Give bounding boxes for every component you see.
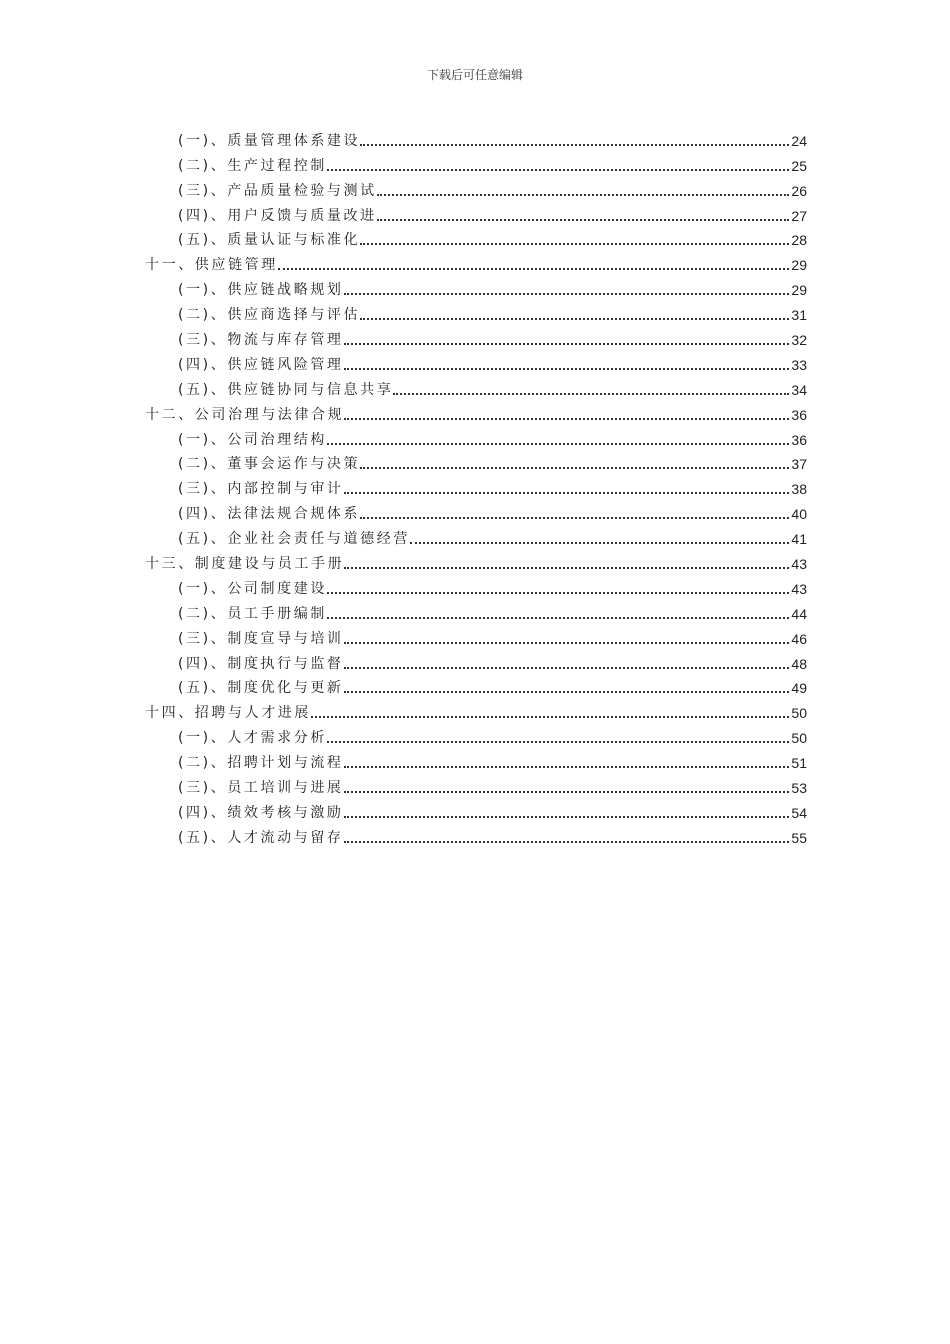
toc-entry-label: (三)、产品质量检验与测试 — [178, 182, 377, 199]
toc-entry-label: (三)、物流与库存管理 — [178, 332, 344, 349]
toc-entry[interactable] — [145, 424, 807, 449]
toc-dot-leader — [311, 716, 789, 718]
toc-entry[interactable] — [145, 772, 807, 797]
toc-entry[interactable] — [145, 349, 807, 374]
toc-entry[interactable] — [145, 498, 807, 523]
toc-dot-leader — [360, 467, 789, 469]
toc-dot-leader — [327, 592, 789, 594]
toc-page-number: 49 — [791, 680, 807, 697]
toc-entry[interactable] — [145, 648, 807, 673]
toc-chapter-entry[interactable] — [145, 249, 807, 274]
toc-page-number: 41 — [791, 531, 807, 548]
toc-page-number: 40 — [791, 506, 807, 523]
toc-entry[interactable] — [145, 797, 807, 822]
toc-entry-label: (三)、制度宣导与培训 — [178, 630, 344, 647]
toc-entry-label: (五)、人才流动与留存 — [178, 829, 344, 846]
toc-dot-leader — [344, 766, 790, 768]
toc-entry-label: (五)、供应链协同与信息共享 — [178, 381, 394, 398]
toc-page-number: 51 — [791, 755, 807, 772]
toc-entry[interactable] — [145, 722, 807, 747]
toc-entry-label: (五)、企业社会责任与道德经营 — [178, 531, 410, 548]
toc-entry-label: (一)、供应链战略规划 — [178, 282, 344, 299]
toc-entry-label: 十一、供应链管理 — [145, 257, 278, 274]
toc-entry-label: (一)、公司治理结构 — [178, 431, 327, 448]
toc-entry[interactable] — [145, 200, 807, 225]
toc-entry-label: (一)、公司制度建设 — [178, 580, 327, 597]
toc-dot-leader — [344, 567, 789, 569]
toc-entry-label: (二)、供应商选择与评估 — [178, 307, 361, 324]
toc-entry-label: (四)、供应链风险管理 — [178, 356, 344, 373]
toc-dot-leader — [360, 318, 789, 320]
toc-dot-leader — [344, 343, 790, 345]
toc-entry[interactable] — [145, 523, 807, 548]
toc-entry[interactable] — [145, 274, 807, 299]
toc-entry[interactable] — [145, 822, 807, 847]
toc-dot-leader — [377, 194, 790, 196]
toc-entry[interactable] — [145, 573, 807, 598]
toc-entry[interactable] — [145, 175, 807, 200]
toc-entry[interactable] — [145, 324, 807, 349]
toc-page-number: 34 — [791, 381, 807, 398]
toc-page-number: 36 — [791, 431, 807, 448]
toc-entry[interactable] — [145, 673, 807, 698]
toc-page-number: 53 — [791, 780, 807, 797]
toc-entry-label: (二)、董事会运作与决策 — [178, 456, 361, 473]
toc-dot-leader — [344, 791, 790, 793]
toc-page-number: 50 — [791, 730, 807, 747]
toc-dot-leader — [360, 243, 789, 245]
toc-page-number: 27 — [791, 207, 807, 224]
toc-page-number: 26 — [791, 182, 807, 199]
toc-dot-leader — [327, 617, 789, 619]
toc-entry[interactable] — [145, 623, 807, 648]
toc-page-number: 44 — [791, 605, 807, 622]
toc-page-number: 38 — [791, 481, 807, 498]
toc-page-number: 25 — [791, 157, 807, 174]
toc-entry[interactable] — [145, 374, 807, 399]
toc-dot-leader — [327, 169, 789, 171]
toc-entry[interactable] — [145, 598, 807, 623]
toc-dot-leader — [360, 144, 789, 146]
toc-dot-leader — [344, 418, 789, 420]
toc-dot-leader — [327, 443, 789, 445]
toc-page-number: 36 — [791, 406, 807, 423]
toc-entry-label: (四)、用户反馈与质量改进 — [178, 207, 377, 224]
toc-page-number: 28 — [791, 232, 807, 249]
toc-dot-leader — [344, 816, 790, 818]
toc-entry-label: 十四、招聘与人才进展 — [145, 705, 311, 722]
toc-dot-leader — [344, 691, 790, 693]
toc-page-number: 29 — [791, 282, 807, 299]
toc-page-number: 37 — [791, 456, 807, 473]
toc-entry-label: (三)、员工培训与进展 — [178, 780, 344, 797]
toc-page-number: 31 — [791, 307, 807, 324]
toc-page-number: 46 — [791, 630, 807, 647]
toc-dot-leader — [344, 492, 790, 494]
toc-dot-leader — [393, 393, 789, 395]
toc-entry-label: (二)、员工手册编制 — [178, 605, 327, 622]
toc-page-number: 29 — [791, 257, 807, 274]
toc-entry-label: (二)、生产过程控制 — [178, 157, 327, 174]
toc-entry-label: (四)、制度执行与监督 — [178, 655, 344, 672]
toc-entry-label: (一)、人才需求分析 — [178, 730, 327, 747]
toc-chapter-entry[interactable] — [145, 399, 807, 424]
toc-entry[interactable] — [145, 225, 807, 250]
toc-dot-leader — [377, 219, 790, 221]
toc-entry[interactable] — [145, 299, 807, 324]
toc-page-number: 54 — [791, 804, 807, 821]
toc-entry-label: 十三、制度建设与员工手册 — [145, 556, 345, 573]
toc-page-number: 55 — [791, 829, 807, 846]
toc-entry-label: (四)、绩效考核与激励 — [178, 804, 344, 821]
toc-entry[interactable] — [145, 150, 807, 175]
toc-entry-label: 十二、公司治理与法律合规 — [145, 406, 345, 423]
toc-entry[interactable] — [145, 473, 807, 498]
toc-page-number: 48 — [791, 655, 807, 672]
toc-dot-leader — [327, 741, 789, 743]
toc-entry[interactable] — [145, 747, 807, 772]
toc-entry-label: (三)、内部控制与审计 — [178, 481, 344, 498]
toc-page-number: 50 — [791, 705, 807, 722]
toc-entry-label: (五)、制度优化与更新 — [178, 680, 344, 697]
toc-dot-leader — [278, 268, 790, 270]
toc-page-number: 43 — [791, 556, 807, 573]
toc-entry[interactable] — [145, 125, 807, 150]
toc-page-number: 43 — [791, 580, 807, 597]
toc-dot-leader — [344, 368, 790, 370]
toc-entry-label: (五)、质量认证与标准化 — [178, 232, 361, 249]
toc-entry-label: (四)、法律法规合规体系 — [178, 506, 361, 523]
toc-dot-leader — [344, 841, 790, 843]
toc-page-number: 33 — [791, 356, 807, 373]
toc-dot-leader — [344, 642, 790, 644]
table-of-contents — [145, 125, 807, 847]
toc-dot-leader — [344, 293, 790, 295]
toc-page-number: 24 — [791, 132, 807, 149]
toc-dot-leader — [344, 667, 790, 669]
toc-entry[interactable] — [145, 449, 807, 474]
toc-entry-label: (二)、招聘计划与流程 — [178, 755, 344, 772]
toc-chapter-entry[interactable] — [145, 697, 807, 722]
toc-entry-label: (一)、质量管理体系建设 — [178, 132, 361, 149]
toc-chapter-entry[interactable] — [145, 548, 807, 573]
toc-dot-leader — [410, 542, 789, 544]
toc-page-number: 32 — [791, 332, 807, 349]
page-header: 下载后可任意编辑 — [426, 68, 523, 82]
toc-dot-leader — [360, 517, 789, 519]
